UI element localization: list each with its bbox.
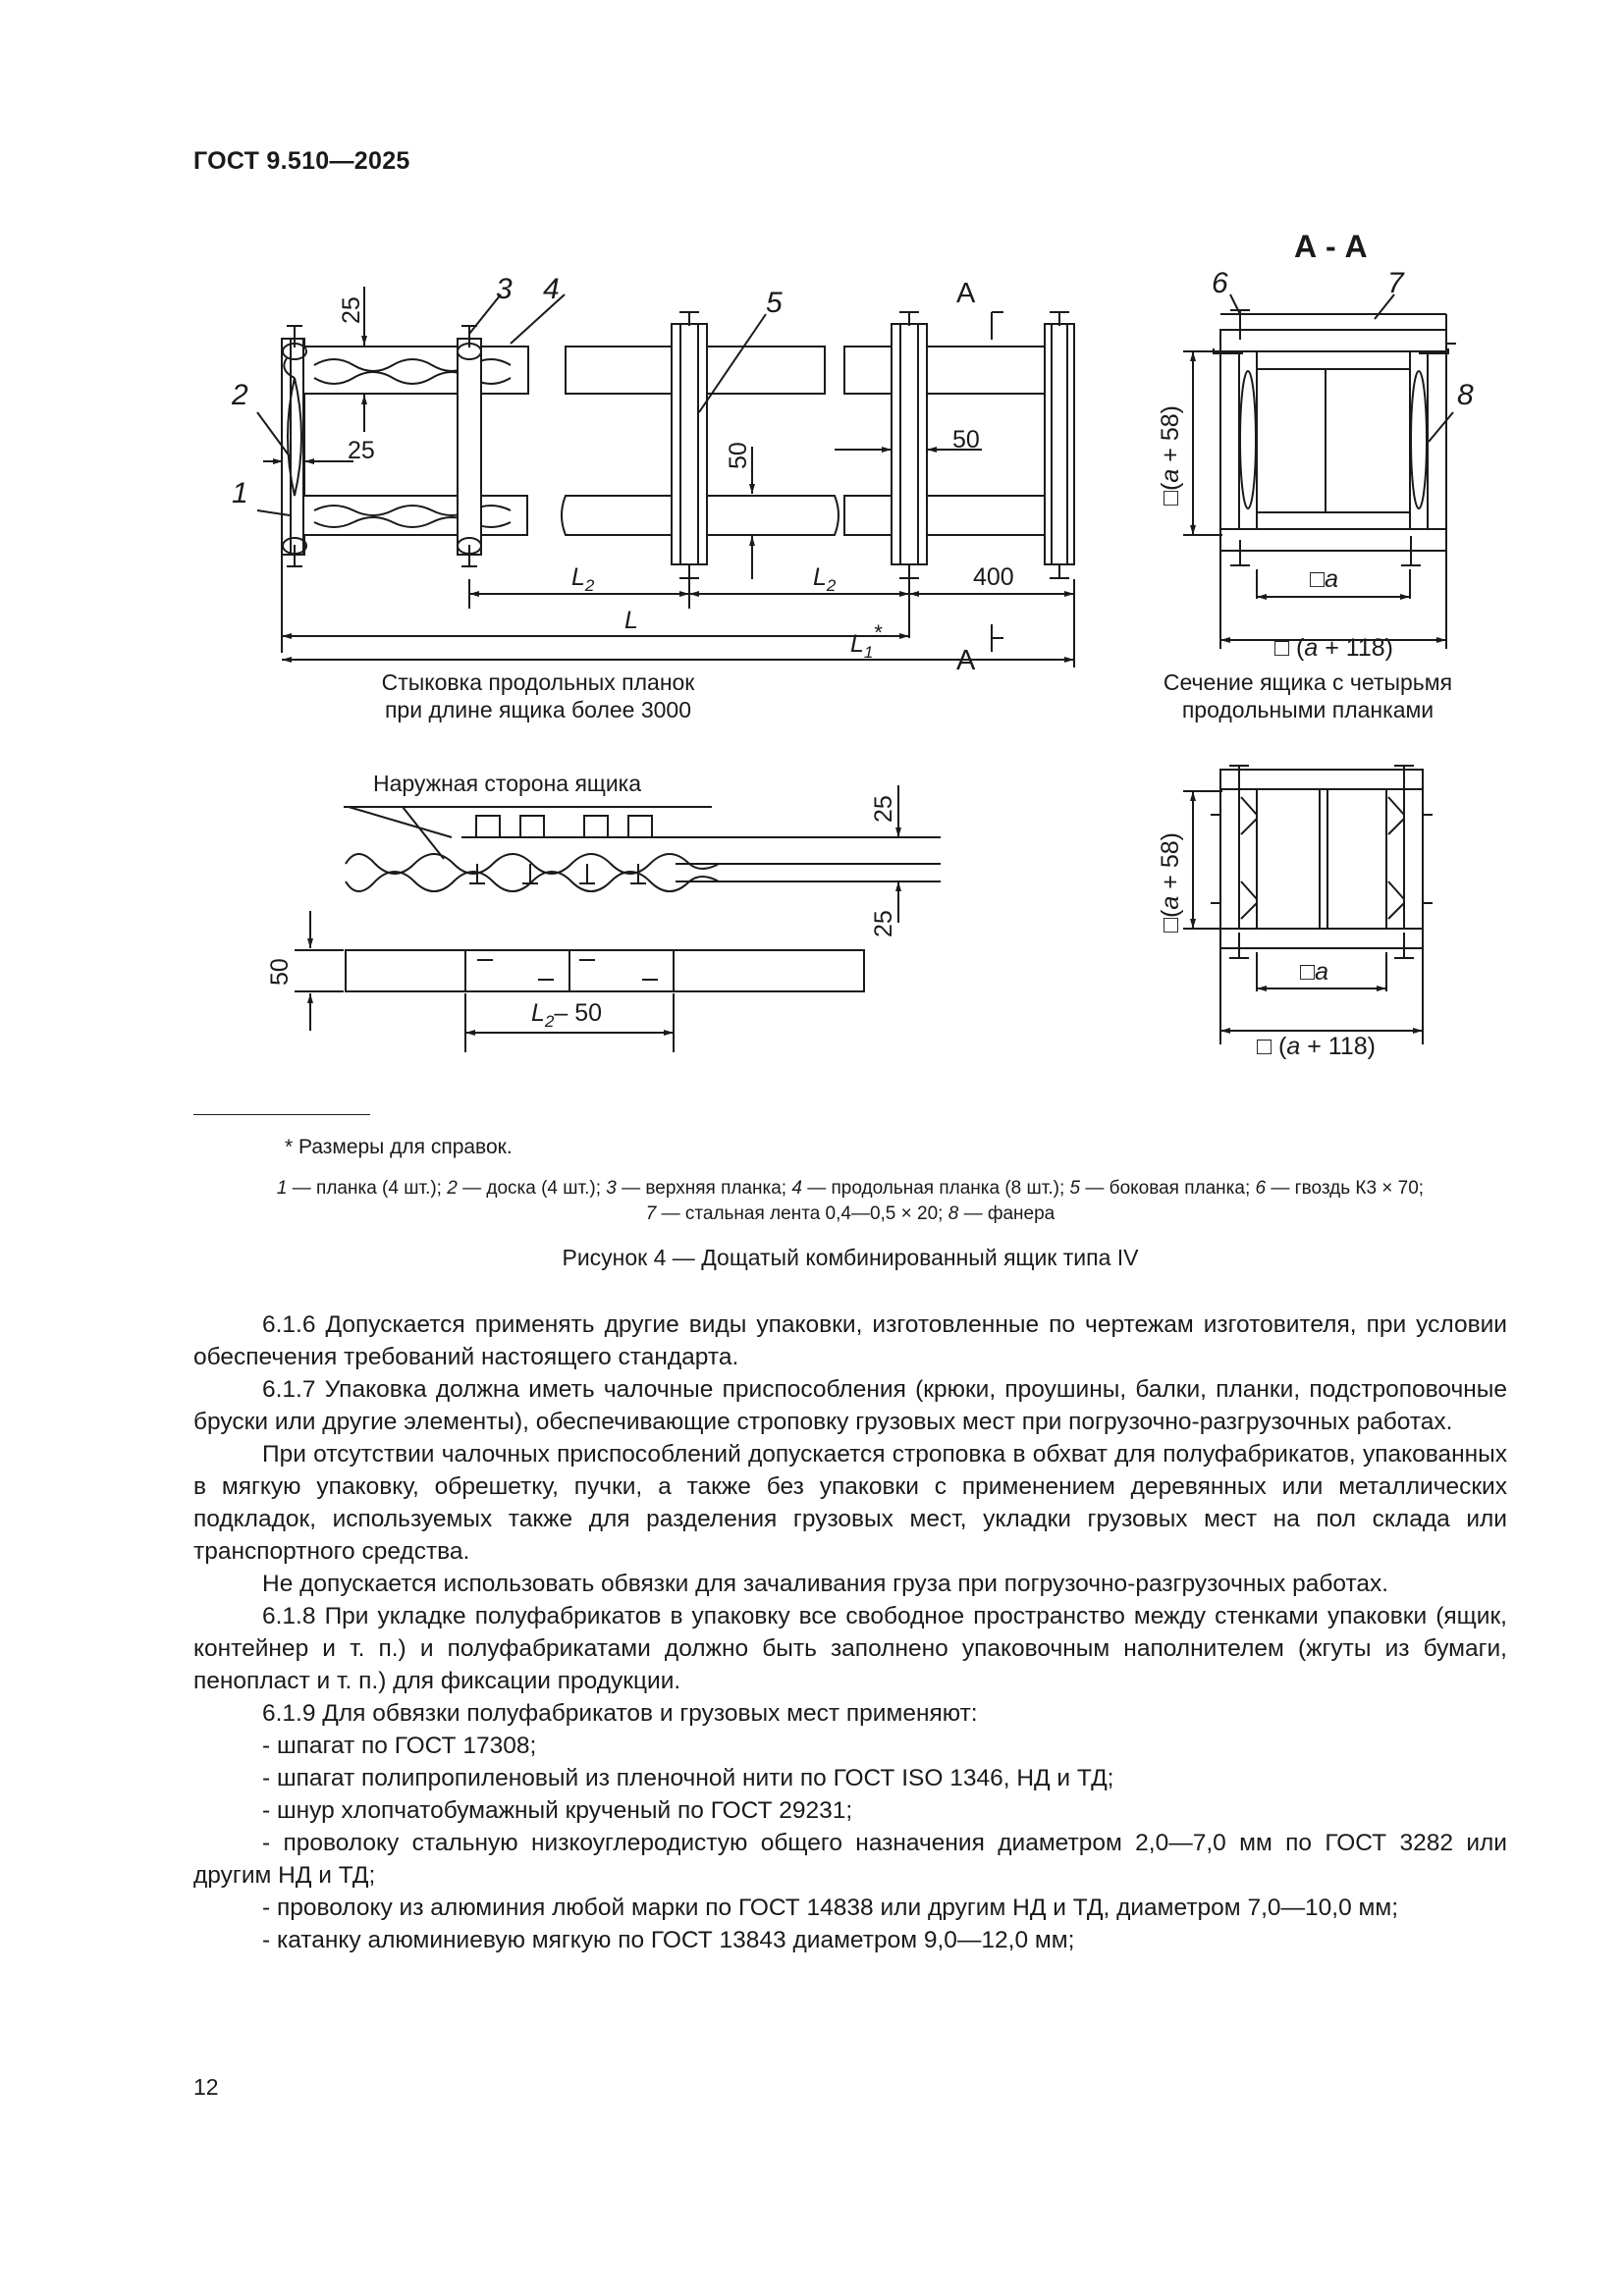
joint-detail (295, 785, 941, 1052)
dim-a58-bottom: □(a + 58) (1157, 832, 1184, 933)
callout-1: 1 (232, 477, 248, 509)
joint-view (257, 287, 1074, 667)
paragraph: 6.1.6 Допускается применять другие виды упаковки, изготовленные по чертежам изготовителя, при условии обеспечения требований настоящего стандарта. (193, 1311, 1507, 1370)
view-marker-bottom: А (956, 645, 976, 676)
dim-L: L (624, 607, 638, 634)
page-number: 12 (193, 2074, 219, 2100)
paragraph: 6.1.9 Для обвязки полуфабрикатов и грузовых мест применяют: (262, 1700, 978, 1727)
dim-50-detail: 50 (266, 958, 294, 986)
list-item: - шнур хлопчатобумажный крученый по ГОСТ 29231; (262, 1797, 853, 1824)
callout-4: 4 (543, 273, 560, 305)
dim-a-top: □a (1310, 565, 1339, 593)
dim-50-vertical: 50 (725, 442, 752, 469)
dim-a-bottom: □a (1300, 958, 1329, 986)
dim-25-detail-top: 25 (870, 795, 897, 823)
list-item: - проволоку стальную низкоуглеродистую общего назначения диаметром 2,0—7,0 мм по ГОСТ 3282 или другим НД и ТД; (193, 1830, 1507, 1889)
label-outer-side: Наружная сторона ящика (373, 771, 642, 796)
dim-400: 400 (973, 563, 1014, 591)
dim-a118-bottom: □ (a + 118) (1257, 1033, 1376, 1060)
figure-caption: Рисунок 4 — Дощатый комбинированный ящик типа IV (562, 1245, 1139, 1270)
dim-a118-top: □ (a + 118) (1274, 634, 1393, 662)
caption-joint-line1: Стыковка продольных планок (381, 669, 695, 695)
figure-legend (193, 1176, 1507, 1227)
body-text (193, 1308, 1507, 1956)
callout-5: 5 (766, 287, 783, 319)
footnote-separator (193, 1114, 370, 1115)
dim-25-top: 25 (338, 296, 365, 324)
paragraph: Не допускается использовать обвязки для зачаливания груза при погрузочно-разгрузочных работах. (262, 1571, 1389, 1597)
dim-25-detail-bottom: 25 (870, 910, 897, 937)
dim-a58-top: □(a + 58) (1157, 405, 1184, 506)
dim-L2-b: $L_2$ (813, 563, 837, 595)
footnote: * Размеры для справок. (285, 1136, 513, 1158)
callout-7: 7 (1387, 267, 1404, 299)
document-header: ГОСТ 9.510—2025 (193, 147, 410, 175)
callout-2: 2 (232, 379, 248, 411)
legend-line-1: 1 — планка (4 шт.); 2 — доска (4 шт.); 3 — верхняя планка; 4 — продольная планка (8 шт.); 5 — боковая планка; 6 — гвоздь К3 × 70; (276, 1178, 1425, 1199)
paragraph: При отсутствии чалочных приспособлений допускается строповка в обхват для полуфабрикатов, упакованных в мягкую упаковку, обрешетку, пучки, а также без упаковки с применением деревянных или металлических подкладок, используемых также для разделения грузовых мест, укладки грузовых мест на пол склада или транспортного средства. (193, 1441, 1507, 1565)
caption-section-line2: продольными планками (1181, 697, 1435, 722)
legend-line-2: 7 — стальная лента 0,4—0,5 × 20; 8 — фанера (645, 1203, 1056, 1224)
list-item: - шпагат по ГОСТ 17308; (262, 1733, 537, 1759)
caption-section-line1: Сечение ящика с четырьмя (1163, 669, 1453, 695)
paragraph: 6.1.7 Упаковка должна иметь чалочные приспособления (крюки, проушины, балки, планки, подстроповочные бруски или другие элементы), обеспечивающие строповку грузовых мест при погрузочно-разгрузочных работах. (193, 1376, 1507, 1435)
list-item: - катанку алюминиевую мягкую по ГОСТ 13843 диаметром 9,0—12,0 мм; (262, 1927, 1075, 1953)
section-lower (1183, 766, 1433, 1044)
figure-4-drawing (0, 0, 1624, 1090)
dim-25-left: 25 (348, 437, 375, 464)
section-label: А - А (1294, 229, 1368, 264)
caption-joint-line2: при длине ящика более 3000 (384, 697, 692, 722)
list-item: - шпагат полипропиленовый из пленочной нити по ГОСТ ISO 1346, НД и ТД; (262, 1765, 1114, 1791)
section-a-a (1183, 294, 1456, 649)
callout-3: 3 (496, 273, 513, 305)
callout-6: 6 (1212, 267, 1228, 299)
dim-L1: $L_1*$ (850, 620, 882, 662)
callout-8: 8 (1457, 379, 1474, 411)
dim-L2-a: $L_2$ (571, 563, 595, 595)
dim-50-horizontal: 50 (952, 426, 980, 454)
view-marker-top: А (956, 278, 976, 309)
list-item: - проволоку из алюминия любой марки по ГОСТ 14838 или другим НД и ТД, диаметром 7,0—10,0 мм; (262, 1895, 1399, 1921)
paragraph: 6.1.8 При укладке полуфабрикатов в упаковку все свободное пространство между стенками упаковки (ящик, контейнер и т. п.) и полуфабрикатами должно быть заполнено упаковочным наполнителем (жгуты из бумаги, пенопласт и т. п.) для фиксации продукции. (193, 1603, 1507, 1694)
dim-L2-minus-50: $L_2-$ 50 (531, 999, 603, 1031)
